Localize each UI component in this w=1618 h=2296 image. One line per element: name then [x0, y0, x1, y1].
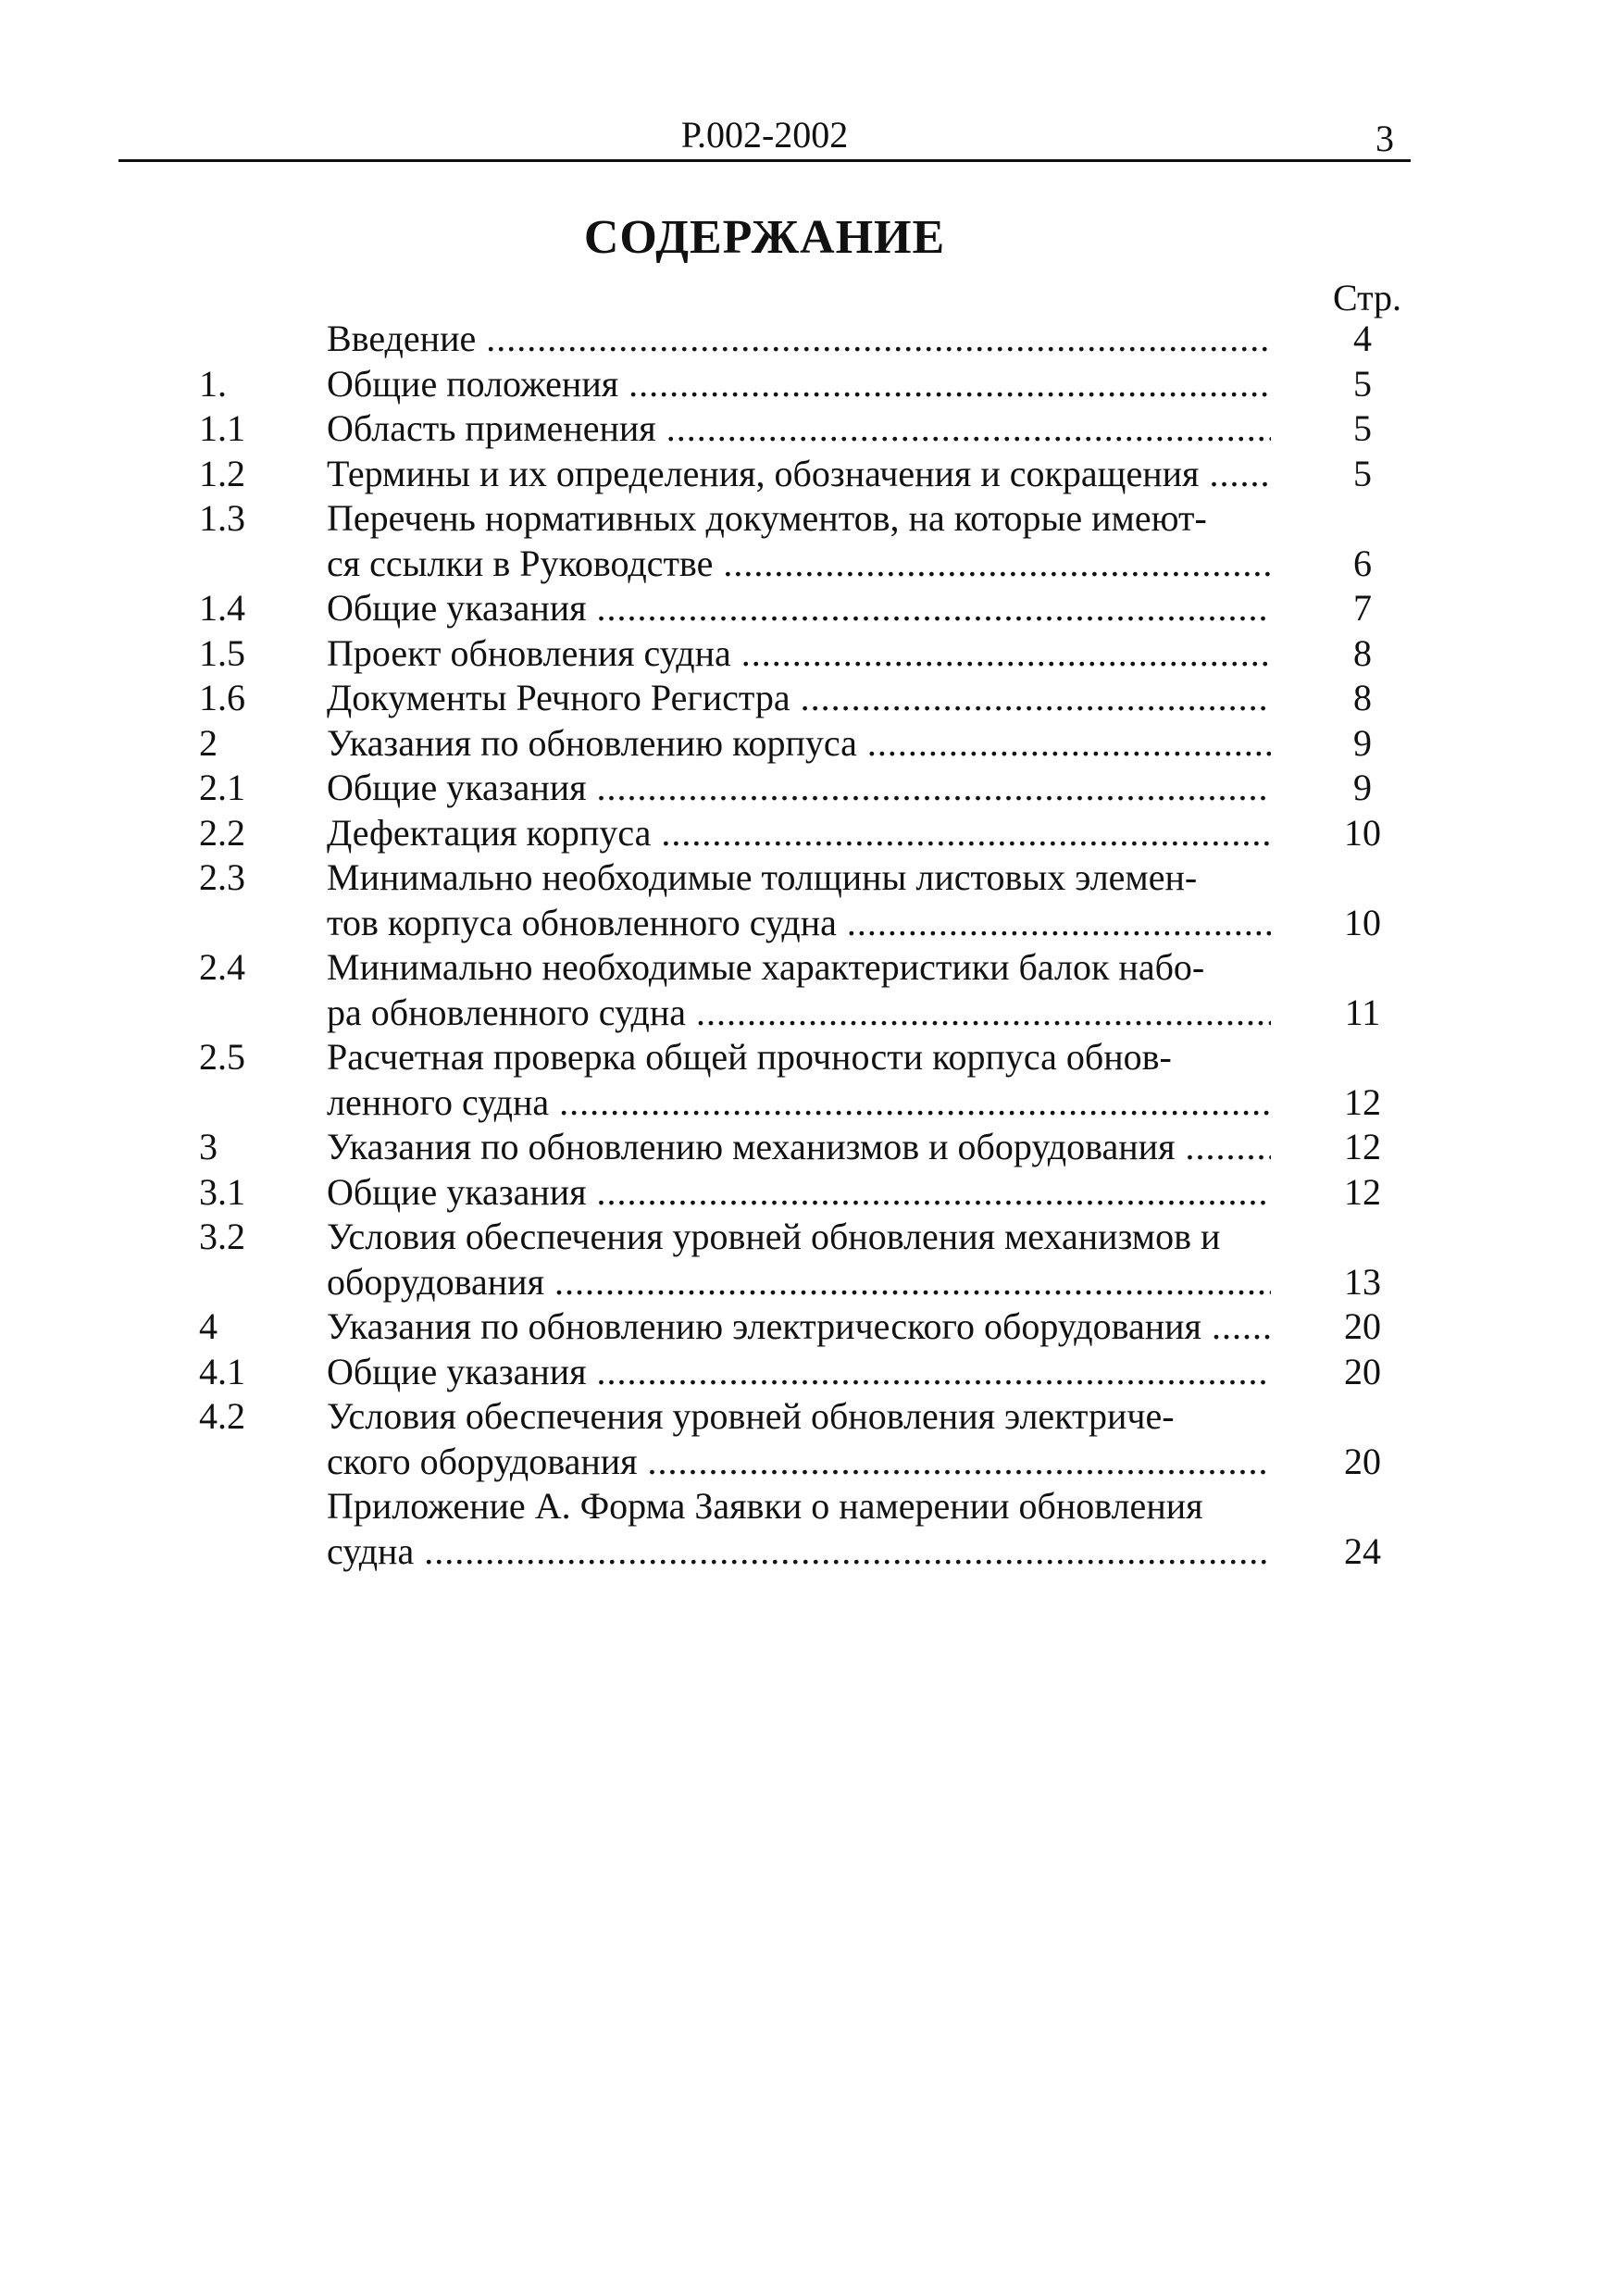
toc-entry-title	[327, 452, 1271, 497]
toc-entry	[199, 496, 1421, 586]
toc-entry-page: 8	[1353, 631, 1372, 674]
toc-entry	[199, 586, 1421, 631]
toc-entry-page: 11	[1344, 991, 1381, 1033]
toc-entry	[199, 1035, 1421, 1125]
toc-entry-title-line: ра обновленного судна .....	[327, 991, 1271, 1036]
toc-entry-page: 24	[1344, 1529, 1381, 1572]
toc-entry-page: 6	[1353, 542, 1372, 584]
toc-entry-title	[327, 1484, 1271, 1574]
toc-entry	[199, 1125, 1421, 1170]
toc-entry-page: 8	[1353, 677, 1372, 718]
toc-entry-number: 1.1	[199, 407, 245, 449]
toc-entry-number: 1.4	[199, 587, 245, 629]
toc-entry	[199, 631, 1421, 677]
toc-entry-title-line: Проект обновления судна .....	[327, 631, 1271, 677]
toc-entry-page: 10	[1344, 901, 1381, 943]
toc-entry	[199, 721, 1421, 767]
toc-entry-title	[327, 496, 1271, 586]
toc-entry-page: 12	[1344, 1126, 1381, 1167]
toc-entry-title	[327, 1304, 1271, 1350]
toc-entry-title-line: Условия обеспечения уровней обновления механизмов и	[327, 1216, 1221, 1257]
toc-entry-title-line: Минимально необходимые толщины листовых элемен-	[327, 856, 1198, 898]
toc-entry-title-line: Условия обеспечения уровней обновления электриче-	[327, 1395, 1175, 1437]
toc-entry-title	[327, 1170, 1271, 1216]
toc-entry-page: 9	[1353, 767, 1372, 808]
page-column-label: Стр.	[1332, 277, 1402, 318]
toc-entry	[199, 452, 1421, 497]
page-number: 3	[1375, 118, 1394, 159]
toc-entry-number: 2.5	[199, 1036, 245, 1078]
page-title: СОДЕРЖАНИЕ	[583, 211, 946, 264]
toc-entry-page: 12	[1344, 1170, 1381, 1213]
toc-entry-title	[327, 1215, 1271, 1304]
toc-entry-title	[327, 1035, 1271, 1125]
toc-entry	[199, 1170, 1421, 1216]
toc-entry-page: 10	[1344, 811, 1381, 854]
toc-entry-title-line: ского оборудования .....	[327, 1440, 1271, 1485]
toc-entry-title	[327, 1394, 1271, 1484]
toc-entry-number: 2.2	[199, 811, 245, 854]
toc-entry-number: 1.6	[199, 677, 245, 718]
toc-entry-page: 20	[1344, 1305, 1381, 1347]
toc-entry-page: 4	[1353, 318, 1372, 359]
toc-entry	[199, 945, 1421, 1035]
toc-entry-title	[327, 945, 1271, 1035]
toc-entry-title-line: Общие указания .....	[327, 766, 1271, 811]
toc-entry-title-line: Дефектация корпуса .....	[327, 811, 1271, 856]
toc-entry-title-line: судна .....	[327, 1529, 1271, 1575]
toc-entry-title-line: Документы Речного Регистра .....	[327, 676, 1271, 721]
toc-entry-number: 3.1	[199, 1170, 245, 1213]
toc-entry-title-line: Указания по обновлению корпуса .....	[327, 721, 1271, 767]
toc-entry	[199, 1304, 1421, 1350]
toc-entry	[199, 1394, 1421, 1484]
toc-entry-number: 2.4	[199, 946, 245, 988]
toc-entry-title	[327, 811, 1271, 856]
toc-entry-title	[327, 1125, 1271, 1170]
document-code: Р.002-2002	[680, 114, 849, 156]
toc-entry-page: 5	[1353, 362, 1372, 405]
toc-entry-page: 13	[1344, 1260, 1381, 1303]
table-of-contents	[199, 317, 1421, 1574]
toc-entry	[199, 1484, 1421, 1574]
toc-entry	[199, 855, 1421, 945]
toc-entry-title	[327, 317, 1271, 362]
toc-entry-title-line: Общие положения .....	[327, 362, 1271, 407]
toc-entry-title	[327, 1350, 1271, 1395]
toc-entry-title	[327, 406, 1271, 452]
toc-entry-title	[327, 676, 1271, 721]
toc-entry-page: 12	[1344, 1080, 1381, 1123]
toc-entry	[199, 406, 1421, 452]
toc-entry-title	[327, 766, 1271, 811]
toc-entry-title-line: Общие указания .....	[327, 1350, 1271, 1395]
toc-entry-page: 5	[1353, 407, 1372, 449]
toc-entry-title	[327, 631, 1271, 677]
toc-entry-page: 9	[1353, 721, 1372, 764]
toc-entry	[199, 362, 1421, 407]
toc-entry-title-line: ся ссылки в Руководстве .....	[327, 542, 1271, 587]
toc-entry	[199, 811, 1421, 856]
toc-entry	[199, 1215, 1421, 1304]
toc-entry	[199, 317, 1421, 362]
toc-entry-number: 2.3	[199, 856, 245, 898]
toc-entry-number: 4	[199, 1305, 218, 1347]
toc-entry-title-line: Введение .....	[327, 317, 1271, 362]
toc-entry-page: 20	[1344, 1350, 1381, 1392]
toc-entry-title-line: Минимально необходимые характеристики балок набо-	[327, 946, 1205, 988]
toc-entry-number	[199, 317, 327, 362]
toc-entry-title	[327, 586, 1271, 631]
toc-entry-title-line: Общие указания .....	[327, 1170, 1271, 1216]
toc-entry-number: 3.2	[199, 1216, 245, 1257]
toc-entry-number: 1.2	[199, 452, 245, 494]
toc-entry-number: 4.1	[199, 1350, 245, 1392]
toc-entry-title-line: оборудования .....	[327, 1260, 1271, 1305]
toc-entry-number: 2.1	[199, 767, 245, 808]
toc-entry-page: 7	[1353, 587, 1372, 629]
toc-entry-number: 1.	[199, 362, 227, 405]
toc-entry-title	[327, 855, 1271, 945]
toc-entry-title-line: Приложение А. Форма Заявки о намерении обновления	[327, 1485, 1203, 1527]
toc-entry-title-line: Расчетная проверка общей прочности корпуса обнов-	[327, 1036, 1172, 1078]
toc-entry-title-line: Указания по обновлению механизмов и оборудования .....	[327, 1125, 1271, 1170]
toc-entry-number: 1.5	[199, 631, 245, 674]
toc-entry-number	[199, 1484, 327, 1574]
toc-entry-page: 5	[1353, 452, 1372, 494]
toc-entry-title-line: Указания по обновлению электрического оборудования .....	[327, 1304, 1271, 1350]
toc-entry-number: 4.2	[199, 1395, 245, 1437]
toc-entry-page: 20	[1344, 1440, 1381, 1482]
toc-entry-title-line: ленного судна .....	[327, 1080, 1271, 1126]
toc-entry-title	[327, 362, 1271, 407]
toc-entry-title-line: Область применения .....	[327, 406, 1271, 452]
toc-entry-number: 1.3	[199, 497, 245, 539]
toc-entry-title	[327, 721, 1271, 767]
toc-entry-number: 3	[199, 1126, 218, 1167]
toc-entry-number: 2	[199, 721, 218, 764]
toc-entry-title-line: Термины и их определения, обозначения и сокращения .....	[327, 452, 1271, 497]
toc-entry	[199, 676, 1421, 721]
toc-entry-title-line: тов корпуса обновленного судна .....	[327, 901, 1271, 946]
running-header	[118, 111, 1411, 162]
toc-entry	[199, 766, 1421, 811]
toc-entry-title-line: Общие указания .....	[327, 586, 1271, 631]
toc-entry	[199, 1350, 1421, 1395]
toc-entry-title-line: Перечень нормативных документов, на которые имеют-	[327, 497, 1207, 539]
